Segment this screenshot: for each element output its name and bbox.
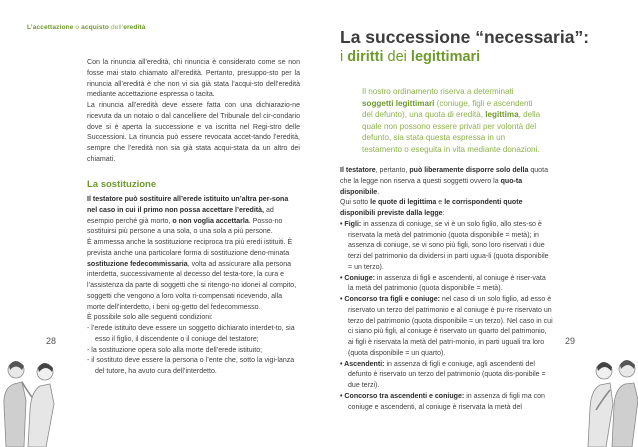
text-run: . (377, 188, 380, 196)
bold-phrase: quo-ta disponibile (340, 177, 523, 196)
item-text: in assenza di figli ma con coniuge e ascendenti, al coniuge è riservata la metà del (348, 392, 545, 411)
header-part: dell’ (109, 24, 124, 31)
title-line-1: La successione “necessaria”: (340, 27, 590, 47)
condition-item: - il sostituto deve essere la persona o l’ente che, sotto la vigi-lanza del tutore, ha avuto cura dell’interdetto. (87, 357, 295, 375)
title-line-2 (340, 48, 589, 66)
item-label: • Concorso tra figli e coniuge: (340, 296, 440, 303)
people-illustration (580, 300, 638, 447)
item-text: in assenza di coniuge, se vi è un solo figlio, allo stes-so è riservata la metà del patrimonio (quota disponibile = metà); in assenza di coniuge, se vi sono più figli, sono loro riservati i due terzi del patrimonio da dividersi in parti ugua-li (quota disponibile = un terzo). (348, 220, 549, 271)
item-label: • Figli: (340, 220, 362, 228)
people-illustration (0, 300, 60, 447)
title-run: diritti (347, 49, 384, 65)
text-run: (coniuge, figli e ascendenti del defunto), una quota di eredità, (362, 98, 533, 120)
intro-text (87, 58, 300, 166)
header-part: acquisto (81, 24, 110, 31)
chapter-title (340, 27, 589, 66)
section-paragraph (87, 195, 300, 238)
quota-item (340, 220, 553, 274)
item-text: in assenza di figli e ascendenti, al coniuge è riser-vata la metà del patrimonio (quota disponibile = metà). (348, 274, 546, 293)
body-paragraph (340, 198, 553, 220)
text-run: , volta ad assicurare alla persona interdetta, successivamente al decesso del testa-tore, la cura e l’assistenza da parte di soggetti che si ritengo-no idonei al compito, soggetti che vengono a loro volta ri-compensati ricevendo, alla morte dell’interdetto, i beni og-getto del fedecommesso. (87, 260, 297, 311)
quota-item (340, 392, 553, 414)
quota-item (340, 295, 553, 360)
item-label: • Concorso tra ascendenti e coniuge: (340, 392, 465, 400)
text-run: . Posso-no sostituirsi più persone a una sola, o una sola a più persone. (87, 217, 283, 236)
item-label: • Coniuge: (340, 274, 375, 282)
quota-item (340, 274, 553, 296)
bold-phrase: legittima (485, 110, 519, 120)
page-number: 28 (46, 336, 57, 346)
text-run: È ammessa anche la sostituzione reciproca tra più eredi istituiti. È prevista anche una particolare forma di sostituzione deno-minata (87, 239, 293, 257)
text-run: quota che la legge non riserva a questi soggetti ovvero la (340, 167, 548, 185)
quota-item (340, 360, 553, 392)
bold-phrase: Il testatore (340, 167, 376, 174)
running-header (27, 24, 146, 31)
bold-phrase: può liberamente disporre solo della (409, 167, 529, 174)
bold-phrase: o non voglia accettarla (172, 217, 249, 225)
bold-phrase: le corrispondenti quote disponibili previste dalla legge (340, 199, 523, 217)
text-run: , della quale non possono essere privati per volontà del defunto, sia stata questa espressa in un testamento o eseguita in vita mediante donazioni. (362, 110, 541, 154)
right-body-text (340, 166, 553, 413)
body-paragraph (340, 166, 553, 198)
page-number: 29 (565, 336, 576, 346)
bold-phrase: soggetti legittimari (362, 98, 435, 108)
intro-paragraph: Con la rinuncia all’eredità, chi rinuncia è considerato come se non fosse mai stato chiamato all’eredità. Pertanto, presuppo-sto per la rinuncia all’eredità è che non vi sia già stata l’acqui-sto dell’eredità mediante accettazione espressa o tacita. (87, 59, 300, 99)
header-part: o (73, 24, 82, 31)
bold-phrase: sostituzione fedecommissaria (87, 260, 188, 268)
section-paragraph (87, 238, 300, 313)
intro-callout (362, 86, 545, 156)
item-text: nel caso di un solo figlio, ad esso è riservato un terzo del patrimonio e al coniuge è pu-re riservato un terzo del patrimonio (quota disponibile = un terzo). Nel caso in cui ci siano più figli, al coniuge è riservato un quarto del patrimonio, ai figli è riservata la metà del patri-monio, in parti uguali tra loro (quota disponibile = un quarto). (348, 296, 553, 357)
bold-phrase: le quote di legittima (370, 199, 437, 207)
header-part: L’accettazione (27, 24, 74, 31)
text-run: : (442, 210, 445, 217)
section-paragraph: È possibile solo alle seguenti condizioni: (87, 314, 213, 322)
intro-paragraph: La rinuncia all’eredità deve essere fatta con una dichiarazio-ne ricevuta da un notaio o dal cancelliere del Tribunale del cir-condario dove si è aperta la successione e va iscritta nel Regi-stro delle Successioni. La rinuncia può essere revocata accet-tando l’eredità, sempre che l’eredità non sia già stata acqui-stata da un altro dei chiamati. (87, 102, 300, 163)
text-run: ad esempio perché già morto, (87, 206, 274, 225)
text-run: , pertanto, (375, 167, 410, 174)
bold-phrase: Il testatore può sostituire all’erede istituito un’altra per-sona nel caso in cui il primo non possa accettare l’eredità, (87, 196, 289, 214)
item-text: in assenza di figli e coniuge, agli ascendenti del defunto è riservato un terzo del patrimonio (quota dis-ponibile = due terzi). (348, 360, 546, 389)
item-label: • Ascendenti: (340, 360, 385, 368)
title-run: i (340, 49, 348, 65)
section-body (87, 195, 300, 378)
title-run: legittimari (410, 49, 481, 65)
condition-item: - l’erede istituito deve essere un soggetto dichiarato interdet-to, sia esso il figlio, il discendente o il coniuge del testatore; (87, 325, 295, 343)
text-run: Qui sotto (340, 199, 371, 207)
header-part: eredità (123, 24, 146, 31)
text-run: e (436, 199, 445, 207)
section-title: La sostituzione (87, 179, 157, 190)
condition-item: - la sostituzione opera solo alla morte dell’erede istituito; (87, 346, 263, 354)
text-run: Il nostro ordinamento riserva a determinati (362, 87, 514, 96)
title-run: dei (383, 49, 411, 65)
